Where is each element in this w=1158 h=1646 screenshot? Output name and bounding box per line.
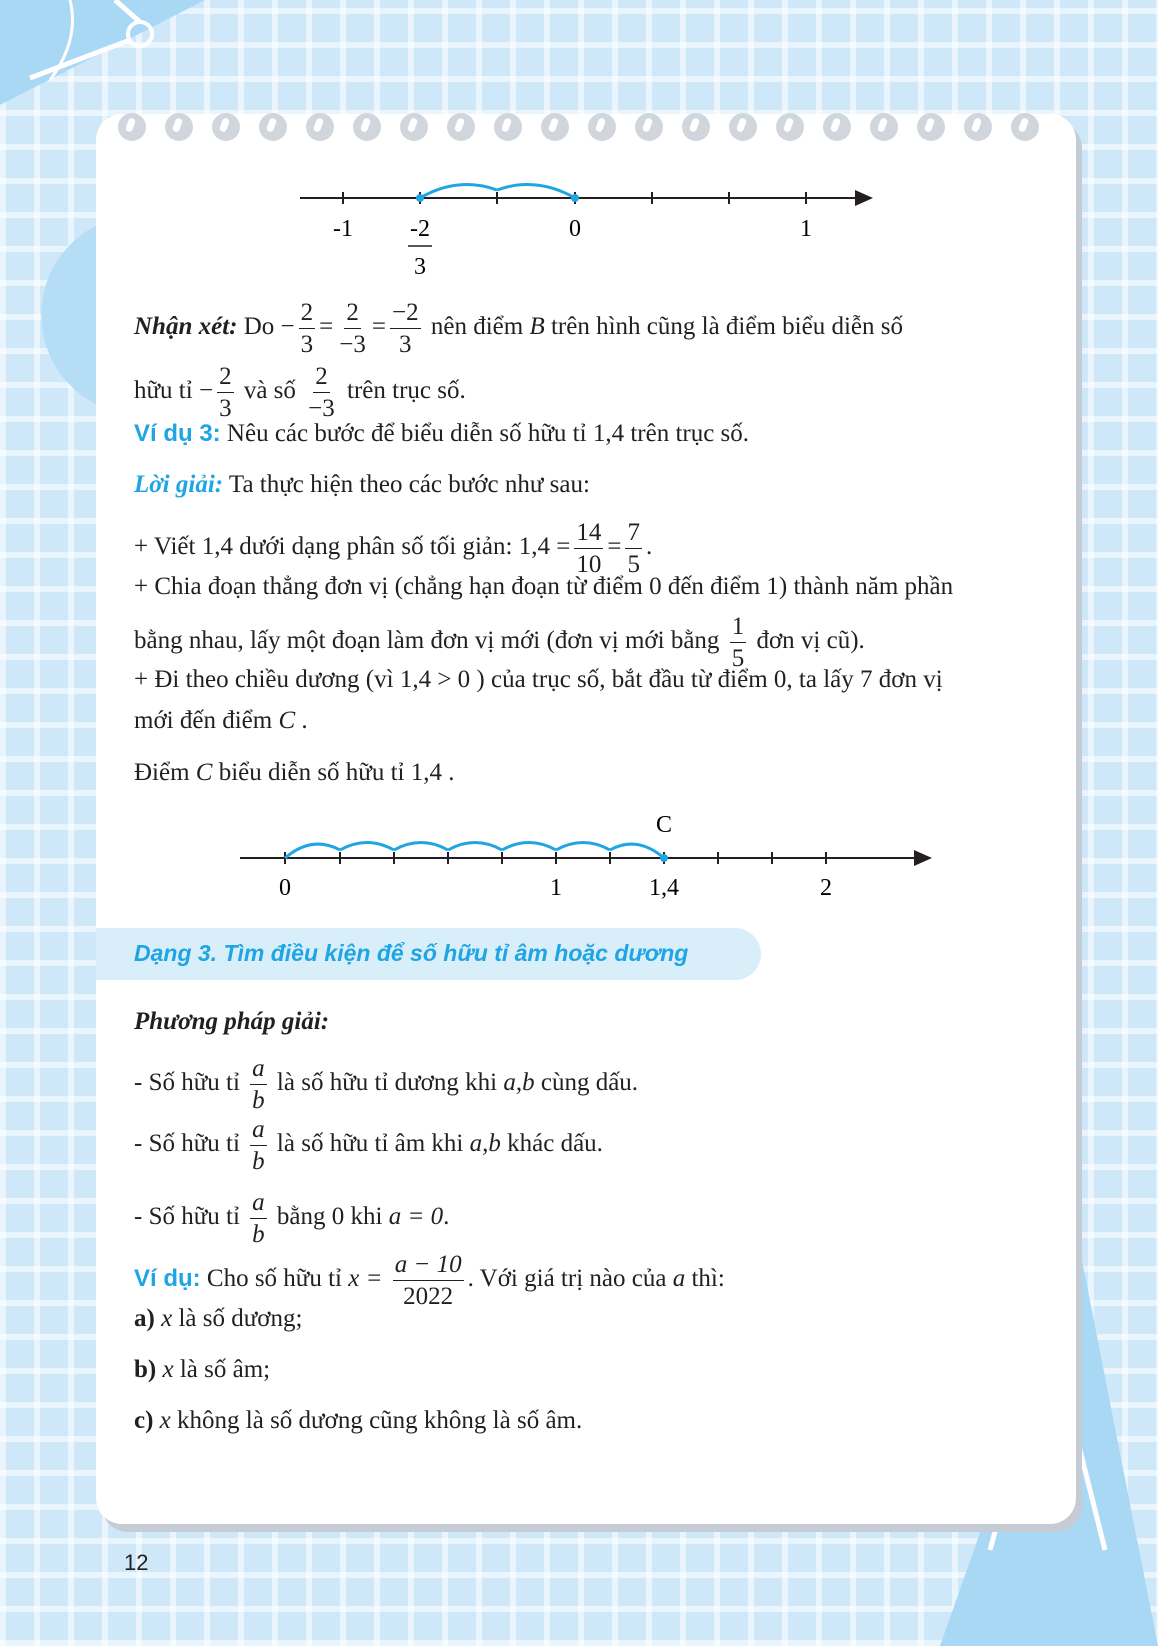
unit-arcs — [285, 843, 664, 859]
item-variable: x — [162, 1356, 174, 1383]
binder-ring — [259, 113, 287, 141]
item-variable: x — [161, 1305, 173, 1332]
rule-text: - Số hữu tỉ — [134, 1203, 240, 1231]
tick-label-neg2: -2 — [410, 216, 430, 242]
remark-text: Do — [243, 313, 275, 341]
fraction: $\frac{2}{-3}$ — [308, 363, 335, 422]
point-c-label: C — [195, 759, 213, 786]
remark-text: và số — [243, 377, 296, 405]
solution-label: Lời giải: — [134, 471, 224, 498]
rule-text: cùng dấu. — [540, 1069, 639, 1097]
binder-ring — [964, 113, 992, 141]
rule-text: là số hữu tỉ âm khi — [276, 1130, 464, 1158]
tick-label-1: 1 — [800, 216, 812, 242]
step3-line-a — [134, 665, 943, 695]
tick-label-1-4: 1,4 — [649, 875, 679, 901]
step2-line-b — [134, 614, 865, 671]
point-zero — [571, 194, 579, 202]
example-variable: a — [672, 1265, 686, 1293]
rule-variables: a,b — [469, 1130, 501, 1158]
example-text: thì: — [691, 1265, 725, 1293]
example-text: Cho số hữu tỉ — [206, 1265, 343, 1293]
page-number: 12 — [124, 1550, 149, 1575]
binder-ring — [917, 113, 945, 141]
step1-equation: 1,4 = — [518, 533, 571, 561]
solution-text: Ta thực hiện theo các bước như sau: — [228, 471, 590, 498]
step3-text: mới đến điểm — [134, 707, 273, 734]
binder-ring — [447, 113, 475, 141]
item-label: a) — [134, 1305, 155, 1332]
conclusion-text: Điểm — [134, 759, 190, 786]
binder-ring — [635, 113, 663, 141]
tick-label-3: 3 — [414, 254, 426, 280]
example3-text: Nêu các bước để biểu diễn số hữu tỉ 1,4 trên trục số. — [226, 420, 750, 447]
binder-ring — [400, 113, 428, 141]
binder-ring — [118, 113, 146, 141]
tick-label-0: 0 — [569, 216, 581, 242]
tick-label-2: 2 — [820, 875, 832, 901]
rule-equation: a = 0 — [388, 1203, 444, 1231]
method-heading-line — [134, 1007, 329, 1037]
fraction: $\frac{a}{b}$ — [252, 1055, 265, 1114]
section-title: Dạng 3. Tìm điều kiện để số hữu tỉ âm hoặc dương — [134, 940, 689, 966]
fraction: $\frac{7}{5}$ — [627, 519, 640, 578]
axis-1-arrow — [855, 190, 873, 206]
point-b-label: B — [529, 313, 545, 341]
binder-ring — [776, 113, 804, 141]
item-label: c) — [134, 1407, 154, 1434]
fraction: $\frac{a - 10}{2022}$ — [394, 1251, 462, 1310]
binder-ring — [729, 113, 757, 141]
fraction: $\frac{2}{3}$ — [219, 363, 232, 422]
binder-ring — [682, 113, 710, 141]
example-item-b — [134, 1355, 270, 1385]
example-label: Ví dụ: — [134, 1265, 201, 1293]
conclusion-line — [134, 758, 455, 788]
period: . — [443, 1203, 450, 1231]
binder-ring — [306, 113, 334, 141]
number-line-2 — [0, 805, 1158, 905]
point-c-label: C — [278, 707, 296, 734]
remark-text: trên trục số. — [347, 377, 466, 405]
item-text: là số âm; — [179, 1356, 271, 1383]
equals-sign: = — [607, 533, 622, 561]
rule-text: khác dấu. — [507, 1130, 603, 1158]
binder-ring — [494, 113, 522, 141]
point-C — [660, 854, 668, 862]
equals-sign: = — [371, 313, 386, 341]
rule-variables: a,b — [503, 1069, 535, 1097]
binder-ring — [165, 113, 193, 141]
step1-line — [134, 520, 652, 577]
fraction: $\frac{14}{10}$ — [576, 519, 602, 578]
step3-text: + Đi theo chiều dương (vì 1,4 > 0 ) của trục số, bắt đầu từ điểm 0, ta lấy 7 đơn vị — [134, 666, 943, 693]
example3-label: Ví dụ 3: — [134, 420, 221, 447]
compass-decoration-top — [0, 0, 230, 120]
example-equation: x = — [348, 1265, 383, 1293]
period: . — [301, 707, 308, 734]
rule-text: là số hữu tỉ dương khi — [276, 1069, 498, 1097]
fraction: $\frac{a}{b}$ — [252, 1116, 265, 1175]
binder-ring — [870, 113, 898, 141]
method-heading: Phương pháp giải: — [134, 1008, 330, 1035]
remark-line-1 — [134, 300, 903, 357]
remark-text: trên hình cũng là điểm biểu diễn số — [550, 313, 903, 341]
example-item-c — [134, 1406, 582, 1436]
remark-text: hữu tỉ — [134, 377, 193, 405]
rule-text: - Số hữu tỉ — [134, 1069, 240, 1097]
axis-2-arrow — [914, 850, 932, 866]
item-variable: x — [159, 1407, 171, 1434]
step2-text: đơn vị cũ). — [756, 627, 865, 655]
binder-ring — [1011, 113, 1039, 141]
example-text: . Với giá trị nào của — [467, 1265, 667, 1293]
binder-ring — [541, 113, 569, 141]
tick-label-1: 1 — [550, 875, 562, 901]
conclusion-text: biểu diễn số hữu tỉ 1,4 . — [218, 759, 455, 786]
binder-rings — [118, 113, 1039, 141]
fraction: $\frac{-2}{3}$ — [391, 299, 419, 358]
step2-text: bằng nhau, lấy một đoạn làm đơn vị mới (đơn vị mới bằng — [134, 627, 720, 655]
item-text: là số dương; — [178, 1305, 303, 1332]
period: . — [645, 533, 653, 561]
fraction: $\frac{2}{3}$ — [300, 299, 314, 358]
item-label: b) — [134, 1356, 157, 1383]
binder-ring — [353, 113, 381, 141]
number-line-1 — [0, 160, 1158, 280]
step2-line-a — [134, 572, 953, 602]
binder-ring — [212, 113, 240, 141]
remark-text: nên điểm — [430, 313, 524, 341]
example3-line — [134, 419, 749, 449]
rule-1 — [134, 1056, 638, 1113]
remark-line-2 — [134, 364, 466, 421]
point-c-label: C — [655, 812, 673, 838]
rule-2 — [134, 1117, 603, 1174]
minus-sign: − — [198, 377, 214, 405]
arc-1a — [420, 185, 497, 198]
remark-label: Nhận xét: — [134, 313, 238, 341]
rule-3 — [134, 1190, 449, 1247]
fraction: $\frac{2}{-3}$ — [339, 299, 366, 358]
equals-sign: = — [319, 313, 334, 341]
arc-1b — [497, 185, 575, 198]
section-banner — [96, 928, 761, 980]
minus-sign: − — [280, 313, 295, 341]
step2-text: + Chia đoạn thẳng đơn vị (chẳng hạn đoạn từ điểm 0 đến điểm 1) thành năm phần — [134, 573, 954, 600]
rule-text: - Số hữu tỉ — [134, 1130, 240, 1158]
item-text: không là số dương cũng không là số âm. — [177, 1407, 583, 1434]
tick-label-0: 0 — [279, 875, 291, 901]
fraction: $\frac{a}{b}$ — [252, 1189, 265, 1248]
step3-line-b — [134, 706, 308, 736]
binder-ring — [823, 113, 851, 141]
step1-text: + Viết 1,4 dưới dạng phân số tối giản: — [134, 533, 513, 561]
example-item-a — [134, 1304, 302, 1334]
binder-ring — [588, 113, 616, 141]
point-B — [416, 194, 424, 202]
example-line — [134, 1252, 725, 1309]
fraction: $\frac{1}{5}$ — [731, 613, 745, 672]
solution-line — [134, 470, 590, 500]
rule-text: bằng 0 khi — [276, 1203, 383, 1231]
tick-label-neg1: -1 — [333, 216, 353, 242]
